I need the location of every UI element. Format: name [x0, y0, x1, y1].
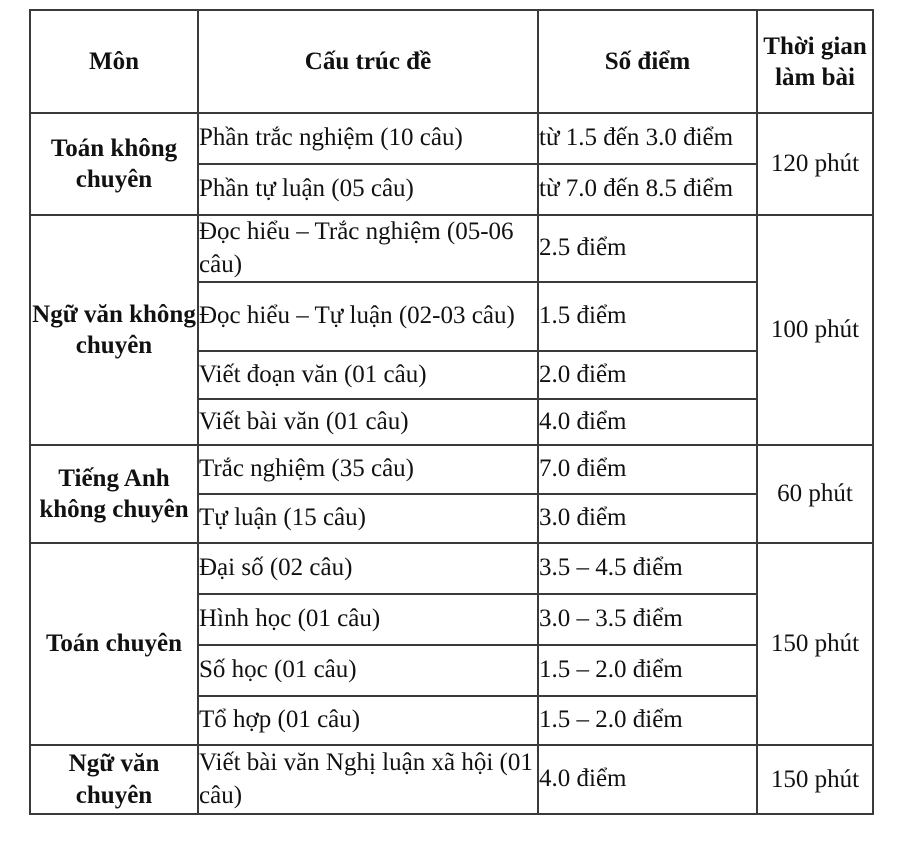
structure-cell: Phần trắc nghiệm (10 câu) [198, 113, 538, 164]
table-row [30, 745, 873, 814]
table-body [30, 113, 873, 814]
score-cell: từ 1.5 đến 3.0 điểm [538, 113, 757, 164]
score-cell: 4.0 điểm [538, 399, 757, 445]
time-cell-ngu-van-chuyen: 150 phút [757, 745, 873, 814]
exam-structure-table-container [29, 9, 872, 815]
score-cell: 3.0 – 3.5 điểm [538, 594, 757, 645]
column-header-subject: Môn [30, 10, 198, 113]
table-header [30, 10, 873, 113]
subject-cell-toan-chuyen: Toán chuyên [30, 543, 198, 745]
structure-cell: Đại số (02 câu) [198, 543, 538, 594]
structure-cell: Số học (01 câu) [198, 645, 538, 696]
structure-cell: Viết bài văn Nghị luận xã hội (01 câu) [198, 745, 538, 814]
column-header-structure: Cấu trúc đề [198, 10, 538, 113]
score-cell: 1.5 – 2.0 điểm [538, 645, 757, 696]
table-row [30, 445, 873, 494]
subject-cell-tieng-anh-khong-chuyen: Tiếng Anh không chuyên [30, 445, 198, 543]
table-row [30, 543, 873, 594]
score-cell: từ 7.0 đến 8.5 điểm [538, 164, 757, 215]
structure-cell: Phần tự luận (05 câu) [198, 164, 538, 215]
table-row [30, 113, 873, 164]
score-cell: 1.5 – 2.0 điểm [538, 696, 757, 745]
structure-cell: Tự luận (15 câu) [198, 494, 538, 543]
subject-cell-ngu-van-khong-chuyen: Ngữ văn không chuyên [30, 215, 198, 445]
column-header-time: Thời gian làm bài [757, 10, 873, 113]
subject-cell-ngu-van-chuyen: Ngữ văn chuyên [30, 745, 198, 814]
time-cell-toan-chuyen: 150 phút [757, 543, 873, 745]
structure-cell: Viết đoạn văn (01 câu) [198, 351, 538, 399]
subject-cell-toan-khong-chuyen: Toán không chuyên [30, 113, 198, 215]
score-cell: 4.0 điểm [538, 745, 757, 814]
score-cell: 2.5 điểm [538, 215, 757, 282]
exam-structure-table [29, 9, 874, 815]
structure-cell: Trắc nghiệm (35 câu) [198, 445, 538, 494]
table-header-row [30, 10, 873, 113]
column-header-score: Số điểm [538, 10, 757, 113]
structure-cell: Đọc hiểu – Tự luận (02-03 câu) [198, 282, 538, 351]
structure-cell: Viết bài văn (01 câu) [198, 399, 538, 445]
score-cell: 3.0 điểm [538, 494, 757, 543]
time-cell-ngu-van-khong-chuyen: 100 phút [757, 215, 873, 445]
score-cell: 3.5 – 4.5 điểm [538, 543, 757, 594]
score-cell: 2.0 điểm [538, 351, 757, 399]
time-cell-toan-khong-chuyen: 120 phút [757, 113, 873, 215]
table-row [30, 215, 873, 282]
score-cell: 1.5 điểm [538, 282, 757, 351]
structure-cell: Hình học (01 câu) [198, 594, 538, 645]
structure-cell: Đọc hiểu – Trắc nghiệm (05-06 câu) [198, 215, 538, 282]
time-cell-tieng-anh-khong-chuyen: 60 phút [757, 445, 873, 543]
structure-cell: Tổ hợp (01 câu) [198, 696, 538, 745]
score-cell: 7.0 điểm [538, 445, 757, 494]
